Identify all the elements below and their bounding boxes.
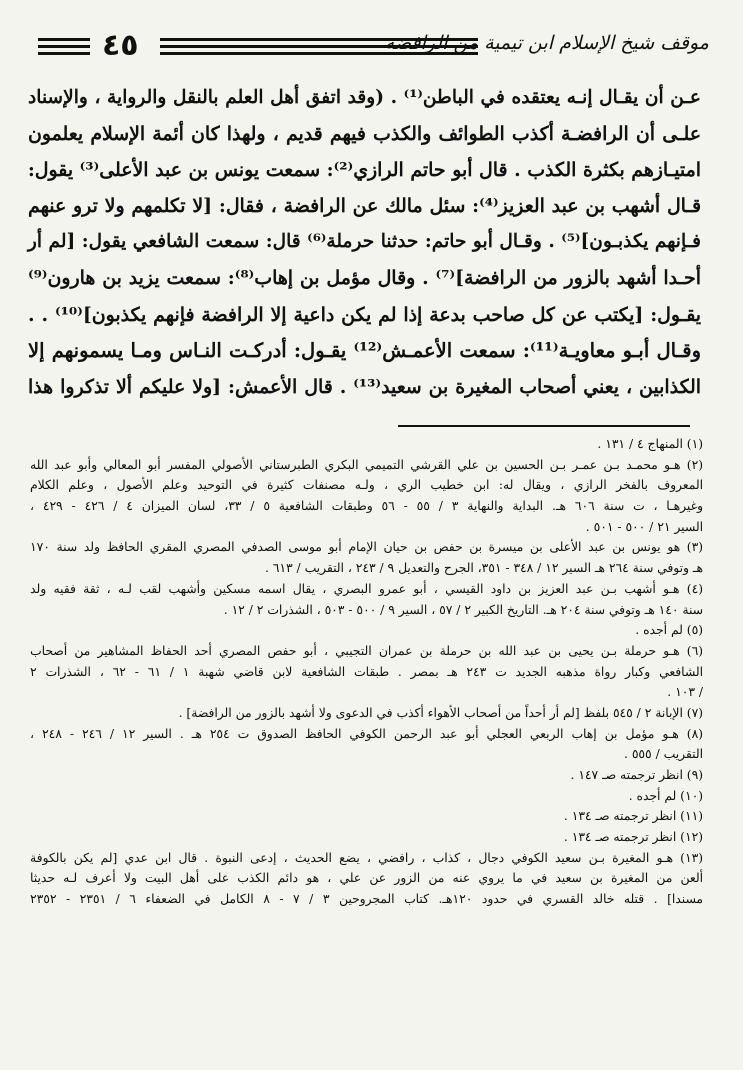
footnote-line: سنة ١٤٠ هـ وتوفي سنة ٢٠٤ هـ. التاريخ الكبير ٢ / ٥٧ ، السير ٩ / ٥٠٠ - ٥٠٣ ، الشذرات ٢ / ١٢ .: [223, 602, 703, 617]
body-line: الكذابين ، يعني أصحاب المغيرة بن سعيد⁽¹³⁾ . قال الأعمش: [ولا عليكم ألا تذكروا هذا: [28, 375, 701, 398]
body-line: فـإنهم يكذبـون]⁽⁵⁾ . وقـال أبو حاتم: حدثنا حرملة⁽⁶⁾ قال: سمعت الشافعي يقول: [لم أر: [27, 231, 701, 253]
footnote-separator: [398, 425, 690, 427]
footnote-line: ألعن من المغيرة بن سعيد في ما يروي عنه من الزور عن علي ، هو دائم الكذب على أهل البيت ولا أعرف لـه حديثا: [30, 871, 703, 886]
footnotes: [30, 434, 703, 910]
body-line: وقـال أبـو معاويـة⁽¹¹⁾: سمعت الأعمـش⁽¹²⁾ يقـول: أدركـت النـاس ومـا يسمونهم إلا: [28, 338, 701, 362]
body-line: قـال أشهب بن عبد العزيز⁽⁴⁾: سئل مالك عن الرافضة ، فقال: [لا تكلمهم ولا ترو عنهم: [28, 195, 701, 218]
body-line: عـن أن يقـال إنـه يعتقده في الباطن⁽¹⁾ . (وقد اتفق أهل العلم بالنقل والرواية ، والإسناد: [28, 87, 701, 108]
footnote-line: (٨) هـو مؤمل بن إهاب الربعي العجلي أبو عبد الرحمن الكوفي الحافظ الصدوق ت ٢٥٤ هـ . السير ١٢ / ٢٤٦ - ٢٤٨ ،: [30, 726, 703, 741]
footnote-line: السير ٢١ / ٥٠٠ - ٥٠١ .: [585, 519, 703, 534]
footnote-line: / ١٠٣ .: [667, 685, 703, 700]
footnote-line: الشافعي وكبار رواة مذهبه الجديد ت ٢٤٣ هـ بمصر . طبقات الشافعية لابن قاضي شهبة ١ / ٦١ - ٦٢ ، الشذرات ٢: [30, 664, 704, 679]
footnote-line: المعروف بالفخر الرازي ، ويقال له: ابن خطيب الري ، ولـه مصنفات كثيرة في التوحيد وعلم الأصول ، وعلم الكلام: [30, 478, 703, 493]
footnote-line: (١٢) انظر ترجمته صـ ١٣٤ .: [563, 830, 703, 845]
footnote-line: (١٣) هـو المغيرة بـن سعيد الكوفي دجال ، كذاب ، رافضي ، يضع الحديث ، إدعى النبوة . قال ابن عدي [لم يكن بالكوفة: [30, 850, 703, 865]
footnote-line: (٢) هـو محمـد بـن عمـر بـن الحسين بن علي القرشي التميمي البكري الطبرستاني الأصولي المفسر أبو المعالي وأبو عبد الله: [30, 457, 703, 472]
footnote-line: (٧) الإبانة ٢ / ٥٤٥ بلفظ [لم أر أحداً من أصحاب الأهواء أكذب في الدعوى ولا أشهد بالزور من الرافضة] .: [178, 705, 703, 720]
page-header: [38, 28, 709, 68]
footnote-line: (٥) لم أجده .: [635, 623, 703, 638]
footnote-line: هـ وتوفي سنة ٢٦٤ هـ السير ١٢ / ٣٤٨ - ٣٥١، الجرح والتعديل ٩ / ٢٤٣ ، التقريب / ٦١٣ .: [264, 561, 703, 576]
footnote-line: (١١) انظر ترجمته صـ ١٣٤ .: [563, 809, 703, 824]
footnote-line: (٦) هـو حرملة بـن يحيى بن عبد الله بن حرملة بن عمران التجيبي ، أبو حفص المصري أحد الحفاظ المشاهير من أصحاب: [30, 643, 703, 658]
body-line: علـى أن الرافضـة أكذب الطوائف والكذب فيهم قديم ، ولهذا كان أئمة الإسلام يعلمون: [28, 123, 701, 146]
page-number: ٤٥: [102, 28, 139, 63]
footnote-line: (٣) هو يونس بن عبد الأعلى بن ميسرة بن حفص بن حيان الإمام أبو موسى الصدفي المصري المقري الحافظ ولد سنة ١٧٠: [30, 540, 703, 555]
footnote-line: (١) المنهاج ٤ / ١٣١ .: [597, 437, 703, 451]
body-line: أحـدا أشهد بالزور من الرافضة]⁽⁷⁾ . وقال مؤمل بن إهاب⁽⁸⁾: سمعت يزيد بن هارون⁽⁹⁾: [28, 267, 701, 290]
footnote-line: التقريب / ٥٥٥ .: [624, 747, 703, 762]
footnote-line: (١٠) لم أجده .: [628, 788, 703, 803]
running-title: موقف شيخ الإسلام ابن تيمية من الرافضة: [384, 32, 709, 54]
body-line: امتيـازهم بكثرة الكذب . قال أبو حاتم الرازي⁽²⁾: سمعت يونس بن عبد الأعلى⁽³⁾ يقول:: [27, 159, 701, 182]
main-text: [28, 80, 701, 405]
header-rule-left: [38, 38, 90, 59]
footnote-line: (٩) انظر ترجمته صـ ١٤٧ .: [570, 768, 703, 782]
body-line: يقـول: [يكتب عن كل صاحب بدعة إذا لم يكن داعية إلا الرافضة فإنهم يكذبون]⁽¹⁰⁾ . .: [28, 303, 702, 326]
footnote-line: وغيرهـا ، ت سنة ٦٠٦ هـ. البداية والنهاية ٣ / ٥٥ - ٥٦ وطبقات الشافعية ٥ / ٣٣، لسان الميزان ٤ / ٤٢٦ - ٤٢٩ ،: [30, 499, 704, 514]
footnote-line: (٤) هـو أشهب بـن عبد العزيز بن داود القيسي ، أبو عمرو البصري ، يقال اسمه مسكين وأشهب لقب لـه ، ثقة فقيه ولد: [30, 581, 703, 596]
footnote-line: مسندا] . قتله خالد القسري في حدود ١٢٠هـ. كتاب المجروحين ٣ / ٧ - ٨ الكامل في الضعفاء ٦ / ٢٣٥١ - ٢٣٥٢: [30, 892, 703, 907]
